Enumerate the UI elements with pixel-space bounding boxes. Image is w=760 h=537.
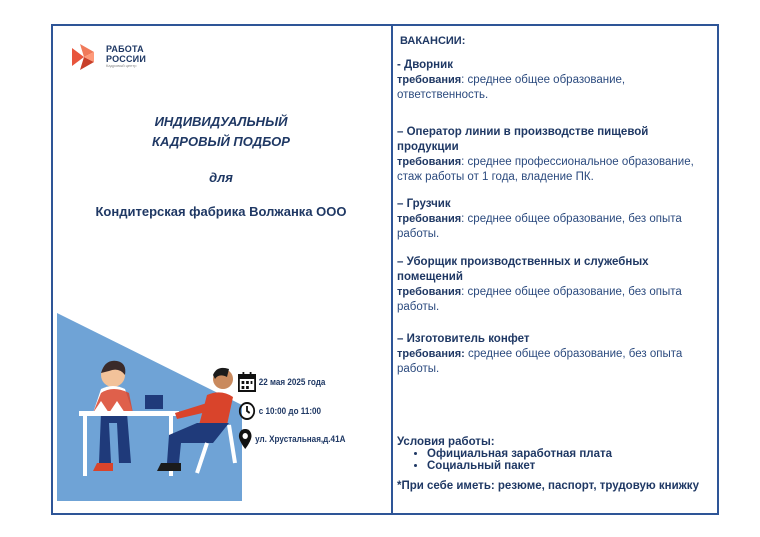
- page-title: [110, 112, 332, 152]
- requirements-text: : среднее общее образование, без опыта работы.: [397, 213, 682, 240]
- requirements-label: требования:: [397, 348, 465, 360]
- condition-item: • Официальная заработная плата: [427, 448, 712, 460]
- logo-icon: [70, 42, 100, 72]
- requirements-text: : среднее общее образование, без опыта работы.: [397, 286, 682, 313]
- vacancy-name: – Оператор линии в производстве пищевой продукции: [397, 126, 649, 153]
- vacancy-name: – Уборщик производственных и служебных помещений: [397, 256, 649, 283]
- requirements-text: : среднее общее образование, ответственность.: [397, 74, 626, 101]
- vacancy-name: – Грузчик: [397, 198, 451, 210]
- requirements-text: среднее общее образование, без опыта работы.: [397, 348, 683, 375]
- requirements-label: требования: [397, 74, 462, 86]
- clock-icon: [238, 401, 256, 421]
- event-address: ул. Хрустальная,д.41А: [255, 434, 346, 444]
- rabota-rossii-logo: [70, 42, 146, 72]
- vacancy-item: [397, 197, 712, 242]
- time-row: [238, 401, 321, 421]
- title-line2: КАДРОВЫЙ ПОДБОР: [152, 134, 290, 149]
- address-row: [238, 428, 345, 450]
- condition-item: • Социальный пакет: [427, 460, 712, 472]
- location-pin-icon: [238, 428, 252, 450]
- title-line1: ИНДИВИДУАЛЬНЫЙ: [154, 114, 288, 129]
- calendar-icon: [238, 372, 256, 392]
- logo-line1: РАБОТА: [106, 44, 144, 55]
- company-name: Кондитерская фабрика Волжанка ООО: [95, 204, 347, 219]
- vacancy-item: [397, 255, 712, 315]
- vacancy-item: [397, 125, 712, 185]
- interview-illustration: [57, 313, 242, 501]
- event-date: 22 мая 2025 года: [258, 377, 326, 387]
- requirements-label: требования: [397, 286, 462, 298]
- vacancy-item: [397, 58, 712, 103]
- conditions-title: Условия работы:: [397, 436, 495, 448]
- vacancy-name: – Изготовитель конфет: [397, 333, 530, 345]
- vacancies-title: ВАКАНСИИ:: [400, 35, 466, 47]
- for-label: для: [209, 170, 233, 185]
- logo-line2: РОССИИ: [106, 53, 147, 64]
- column-divider: [391, 24, 393, 515]
- vacancy-name: - Дворник: [397, 59, 453, 71]
- work-conditions: [397, 436, 712, 472]
- requirements-text: : среднее профессиональное образование, стаж работы от 1 года, владение ПК.: [397, 156, 694, 183]
- logo-line3: Кадровый центр: [106, 63, 137, 69]
- event-time: с 10:00 до 11:00: [258, 406, 322, 416]
- requirements-label: требования: [397, 213, 462, 225]
- bring-documents-note: *При себе иметь: резюме, паспорт, трудовую книжку: [397, 480, 699, 492]
- vacancy-item: [397, 332, 712, 377]
- requirements-label: требования: [397, 156, 462, 168]
- date-row: [238, 372, 325, 392]
